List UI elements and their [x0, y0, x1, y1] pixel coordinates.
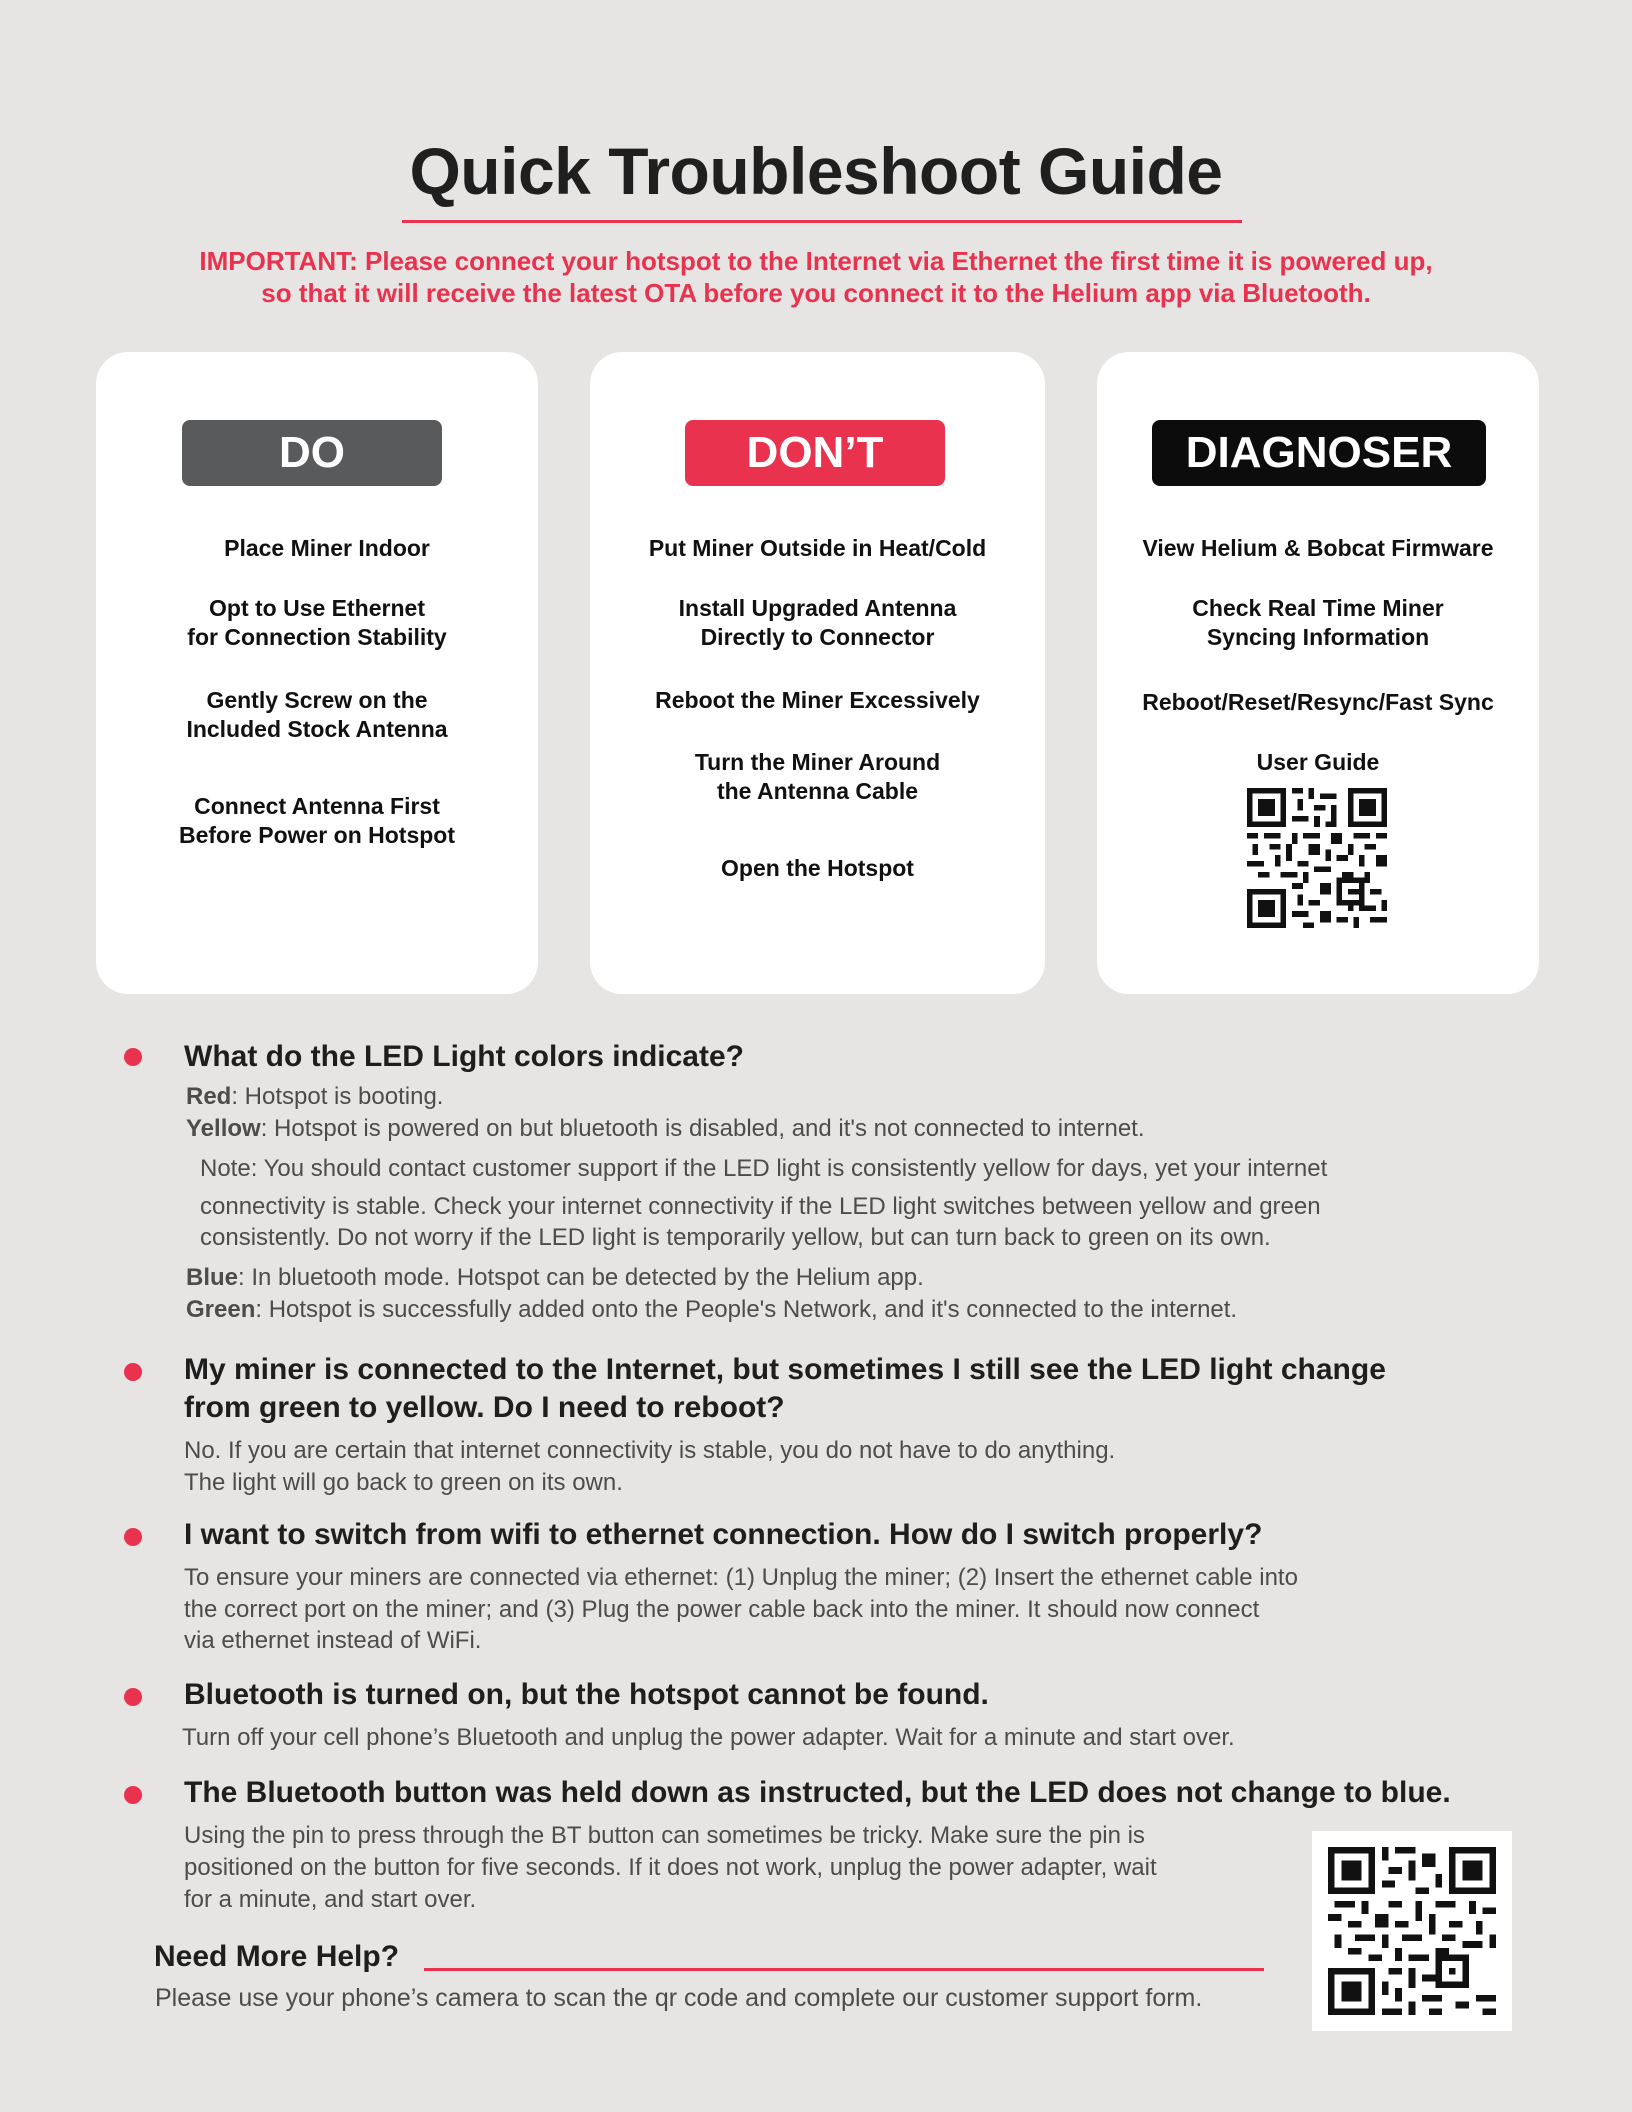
faq-bullet-1	[124, 1048, 142, 1066]
faq-bullet-3	[124, 1528, 142, 1546]
important-line-1: IMPORTANT: Please connect your hotspot to the Internet via Ethernet the first time it is powered up,	[199, 246, 1433, 276]
faq-button-question: The Bluetooth button was held down as instructed, but the LED does not change to blue.	[184, 1776, 1451, 1809]
faq-ethernet-answer-line-3: via ethernet instead of WiFi.	[184, 1627, 482, 1654]
diagnoser-card	[1097, 352, 1539, 994]
led-note-line-2: connectivity is stable. Check your internet connectivity if the LED light switches between yellow and green	[200, 1193, 1321, 1220]
led-green-line: Green: Hotspot is successfully added onto the People's Network, and it's connected to the internet.	[186, 1296, 1238, 1323]
faq-bullet-2	[124, 1363, 142, 1381]
qr-code-icon	[1328, 1847, 1496, 2015]
need-more-help-title: Need More Help?	[154, 1940, 400, 1973]
faq-button-answer-line-2: positioned on the button for five seconds. If it does not work, unplug the power adapter, wait	[184, 1854, 1157, 1881]
faq-bullet-5	[124, 1786, 142, 1804]
faq-bullet-4	[124, 1688, 142, 1706]
faq-ethernet-question: I want to switch from wifi to ethernet connection. How do I switch properly?	[184, 1518, 1263, 1551]
do-item-3: Gently Screw on the Included Stock Antenna	[186, 687, 448, 742]
diagnoser-item-4: User Guide	[1256, 749, 1380, 775]
important-line-2: so that it will receive the latest OTA before you connect it to the Helium app via Bluetooth.	[261, 278, 1371, 308]
faq-led-question: What do the LED Light colors indicate?	[184, 1040, 744, 1073]
diagnoser-item-3: Reboot/Reset/Resync/Fast Sync	[1142, 689, 1494, 715]
faq-bluetooth-question: Bluetooth is turned on, but the hotspot cannot be found.	[184, 1678, 989, 1711]
faq-reboot-answer-line-1: No. If you are certain that internet connectivity is stable, you do not have to do anything.	[184, 1437, 1116, 1464]
diagnoser-item-1: View Helium & Bobcat Firmware	[1142, 535, 1494, 561]
do-card	[96, 352, 538, 994]
dont-badge: DON’T	[685, 420, 945, 486]
dont-card	[590, 352, 1045, 994]
title-underline	[402, 220, 1242, 223]
faq-reboot-question-line-2: from green to yellow. Do I need to reboot?	[184, 1391, 785, 1424]
page-title: Quick Troubleshoot Guide	[409, 134, 1223, 208]
support-form-qr-code-icon[interactable]	[1312, 1831, 1512, 2031]
faq-reboot-answer-line-2: The light will go back to green on its own.	[184, 1469, 623, 1496]
faq-button-answer-line-3: for a minute, and start over.	[184, 1886, 477, 1913]
do-item-1: Place Miner Indoor	[224, 535, 430, 561]
led-note-line-3: consistently. Do not worry if the LED light is temporarily yellow, but can turn back to green on its own.	[200, 1224, 1271, 1251]
dont-item-1: Put Miner Outside in Heat/Cold	[648, 535, 987, 561]
do-badge: DO	[182, 420, 442, 486]
important-notice	[0, 245, 1632, 309]
do-item-4: Connect Antenna First Before Power on Hotspot	[178, 793, 455, 848]
faq-button-answer-line-1: Using the pin to press through the BT button can sometimes be tricky. Make sure the pin is	[184, 1822, 1145, 1849]
help-underline	[424, 1968, 1264, 1971]
user-guide-qr-code-icon[interactable]	[1247, 788, 1387, 928]
dont-item-2: Install Upgraded Antenna Directly to Connector	[678, 595, 957, 650]
dont-item-3: Reboot the Miner Excessively	[655, 687, 980, 713]
dont-item-4: Turn the Miner Around the Antenna Cable	[694, 749, 941, 804]
diagnoser-item-2: Check Real Time Miner Syncing Information	[1192, 595, 1444, 650]
faq-reboot-question-line-1: My miner is connected to the Internet, but sometimes I still see the LED light change	[184, 1353, 1386, 1386]
faq-bluetooth-answer: Turn off your cell phone’s Bluetooth and unplug the power adapter. Wait for a minute and start over.	[182, 1724, 1235, 1751]
led-note-line-1: Note: You should contact customer support if the LED light is consistently yellow for days, yet your internet	[200, 1155, 1328, 1182]
need-more-help-text: Please use your phone’s camera to scan the qr code and complete our customer support form.	[155, 1984, 1203, 2012]
led-yellow-line: Yellow: Hotspot is powered on but bluetooth is disabled, and it's not connected to internet.	[186, 1115, 1145, 1142]
do-item-2: Opt to Use Ethernet for Connection Stability	[187, 595, 447, 650]
led-red-line: Red: Hotspot is booting.	[186, 1083, 444, 1110]
faq-ethernet-answer-line-2: the correct port on the miner; and (3) Plug the power cable back into the miner. It should now connect	[184, 1596, 1260, 1623]
dont-item-5: Open the Hotspot	[721, 855, 914, 881]
led-blue-line: Blue: In bluetooth mode. Hotspot can be detected by the Helium app.	[186, 1264, 924, 1291]
diagnoser-badge: DIAGNOSER	[1152, 420, 1486, 486]
faq-ethernet-answer-line-1: To ensure your miners are connected via ethernet: (1) Unplug the miner; (2) Insert the ethernet cable into	[184, 1564, 1298, 1591]
